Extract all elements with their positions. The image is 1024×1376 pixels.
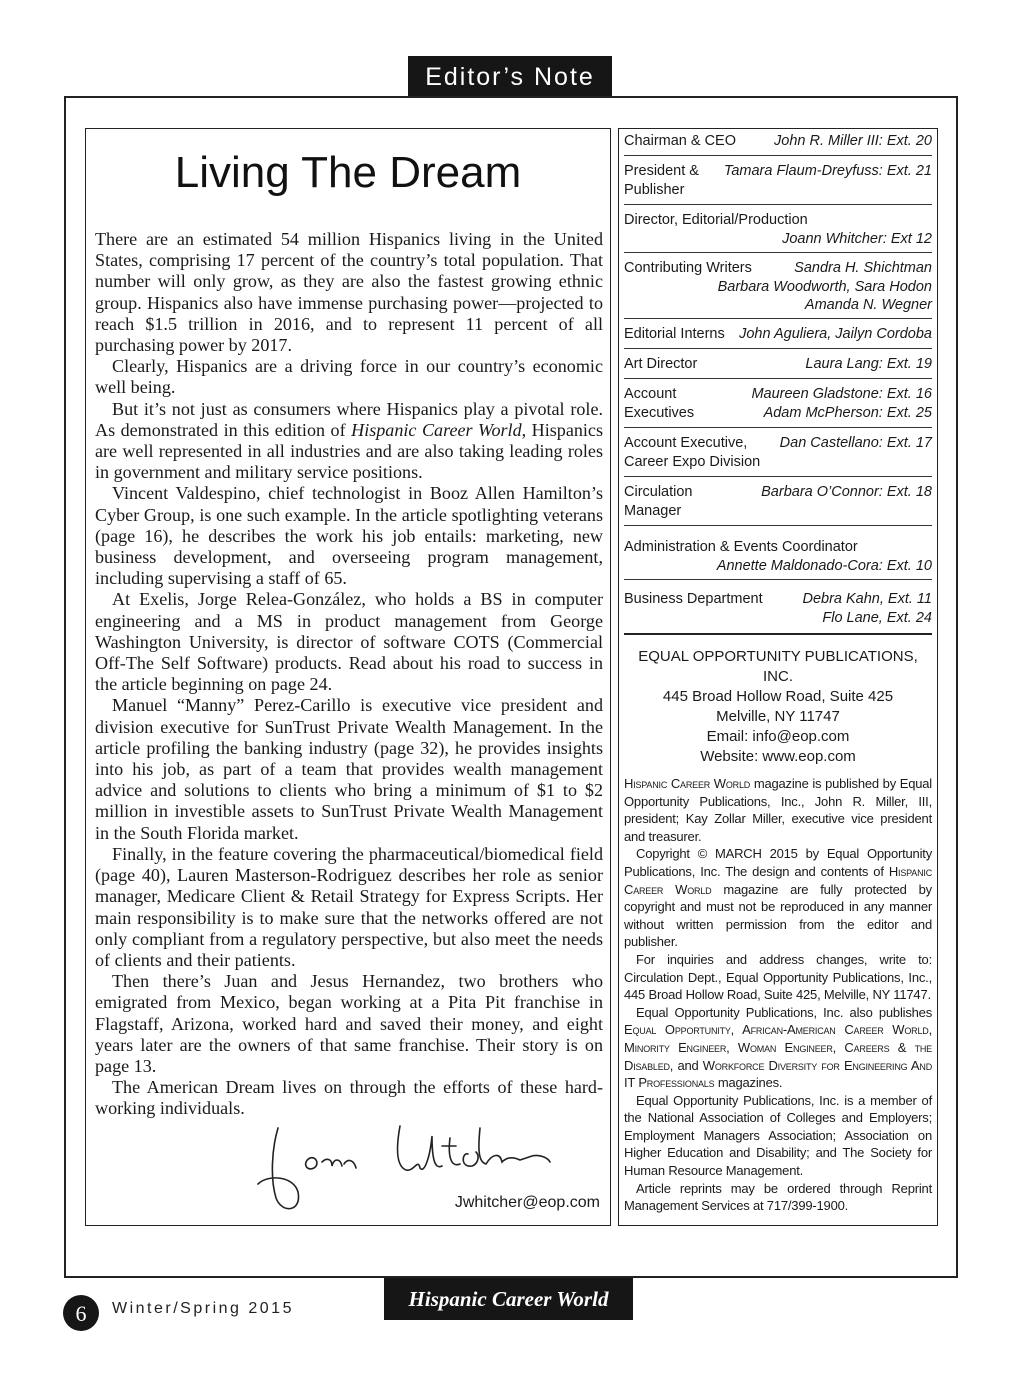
signature-email: Jwhitcher@eop.com	[454, 1194, 600, 1211]
staff-role: Manager	[624, 503, 682, 519]
fine-text: magazine is published by Equal Opportunity Publications, Inc., John R. Miller, III, president; Kay Zollar Miller, executive vice president and treasurer.	[624, 776, 932, 844]
article-paragraph: Clearly, Hispanics are a driving force in our country’s economic well being.	[95, 356, 603, 398]
publication-name: Hispanic Career World	[624, 776, 751, 791]
staff-role: Executives	[624, 405, 695, 421]
article-paragraph: Finally, in the feature covering the pharmaceutical/biomedical field (page 40), Lauren Masterson-Rodriguez describes her role as senior manager, Medicare Client & Retail Strategy for Express Scripts. Her main responsibility is to make sure that the networks offered are not only compliant from a regulatory perspective, but also meet the needs of clients and their patients.	[95, 843, 603, 970]
staff-name: Joann Whitcher: Ext 12	[782, 231, 932, 247]
staff-role: Circulation	[624, 484, 693, 500]
staff-name: Flo Lane, Ext. 24	[822, 610, 932, 626]
fine-paragraph: Article reprints may be ordered through Reprint Management Services at 717/399-1900.	[624, 1180, 932, 1214]
staff-name: Tamara Flaum-Dreyfuss: Ext. 21	[723, 163, 932, 179]
masthead-row	[624, 349, 932, 379]
article-paragraph	[95, 399, 603, 484]
publisher-address: 445 Broad Hollow Road, Suite 425	[662, 688, 894, 705]
staff-name: Barbara Woodworth, Sara Hodon	[717, 279, 932, 295]
staff-role: Account Executive,	[624, 435, 748, 451]
publication-tab: Hispanic Career World	[384, 1278, 633, 1320]
fine-text: magazines.	[714, 1075, 783, 1091]
publication-name: Hispanic Career World	[351, 419, 522, 440]
publisher-website: Website: www.eop.com	[700, 748, 856, 765]
staff-role: Business Department	[624, 591, 763, 607]
staff-role: Director, Editorial/Production	[624, 212, 808, 228]
masthead-row	[624, 130, 932, 156]
staff-role: Career Expo Division	[624, 454, 761, 470]
staff-role: Administration & Events Coordinator	[624, 539, 858, 555]
staff-name: John R. Miller III: Ext. 20	[774, 133, 932, 149]
staff-role: Account	[624, 386, 677, 402]
staff-name: Sandra H. Shichtman	[794, 260, 932, 276]
fine-text: magazine are fully protected by copyright and must not be reproduced in any manner without written permission from the editor and publisher.	[624, 881, 932, 950]
masthead-row	[624, 379, 932, 428]
masthead-row	[624, 428, 932, 477]
publisher-fine-print	[624, 775, 932, 1215]
article-body	[95, 229, 603, 1120]
staff-name: Maureen Gladstone: Ext. 16	[751, 386, 932, 402]
publication-name: Hispanic Career World	[624, 863, 932, 897]
staff-name: John Aguliera, Jailyn Cordoba	[739, 326, 932, 342]
staff-name: Debra Kahn, Ext. 11	[802, 591, 932, 607]
publisher-email: Email: info@eop.com	[706, 728, 850, 745]
article-paragraph: The American Dream lives on through the efforts of these hard-working individuals.	[95, 1077, 603, 1119]
masthead-row	[624, 477, 932, 526]
fine-paragraph	[624, 845, 932, 951]
publisher-address: Melville, NY 11747	[716, 708, 840, 725]
article-paragraph: At Exelis, Jorge Relea-González, who holds a BS in computer engineering and a MS in product management from George Washington University, is director of software COTS (Commercial Off-The Self Software) products. Read about his road to success in the article beginning on page 24.	[95, 589, 603, 695]
staff-role: President &	[624, 163, 699, 179]
fine-paragraph: For inquiries and address changes, write to: Circulation Dept., Equal Opportunity Publications, Inc., 445 Broad Hollow Road, Suite 425, Melville, NY 11747.	[624, 951, 932, 1003]
staff-name: Dan Castellano: Ext. 17	[779, 435, 932, 451]
publisher-name: EQUAL OPPORTUNITY PUBLICATIONS, INC.	[638, 648, 918, 685]
masthead-row	[624, 156, 932, 205]
masthead-row	[624, 253, 932, 319]
staff-name: Amanda N. Wegner	[804, 297, 932, 313]
article-title: Living The Dream	[174, 148, 522, 197]
staff-name: Barbara O’Connor: Ext. 18	[761, 484, 932, 500]
masthead	[624, 130, 932, 1215]
staff-name: Annette Maldonado-Cora: Ext. 10	[716, 558, 932, 574]
issue-date: Winter/Spring 2015	[112, 1300, 294, 1317]
publisher-info	[624, 633, 932, 1215]
fine-text: and	[673, 1057, 703, 1073]
article-text: But it’s not just as consumers where Hispanics play a pivotal role. As demonstrated in this edition of	[95, 398, 603, 440]
publication-name: Workforce Diversity for Engineering And IT Professionals	[624, 1057, 932, 1091]
staff-role: Editorial Interns	[624, 326, 725, 342]
article-paragraph: There are an estimated 54 million Hispanics living in the United States, comprising 17 percent of the country’s total population. That number will only grow, as they are also the fastest growing ethnic group. Hispanics also have immense purchasing power—projected to reach $1.5 trillion in 2016, and to represent 11 percent of all purchasing power by 2017.	[95, 229, 603, 356]
fine-paragraph: Equal Opportunity Publications, Inc. is a member of the National Association of Colleges and Employers; Employment Managers Association; Association on Higher Education and Disability; and The Society for Human Resource Management.	[624, 1092, 932, 1179]
masthead-row	[624, 580, 932, 631]
article-paragraph: Manuel “Manny” Perez-Carillo is executive vice president and division executive for SunTrust Private Wealth Management. In the article profiling the banking industry (page 32), he provides insights into his job, as part of a team that provides wealth management advice and solutions to clients who bring a minimum of $1 to $2 million in investible assets to SunTrust Private Wealth Management in the South Florida market.	[95, 695, 603, 843]
article-text: , Hispanics are well represented in all industries and are also taking leading roles in government and military service positions.	[95, 419, 604, 483]
article-paragraph: Then there’s Juan and Jesus Hernandez, two brothers who emigrated from Mexico, began working at a Pita Pit franchise in Flagstaff, Arizona, worked hard and saved their money, and eight years later are the owners of that same franchise. Their story is on page 13.	[95, 971, 603, 1076]
section-tab: Editor’s Note	[408, 56, 612, 96]
staff-role: Publisher	[624, 182, 685, 198]
fine-paragraph	[624, 1004, 932, 1092]
article-paragraph: Vincent Valdespino, chief technologist in Booz Allen Hamilton’s Cyber Group, is one such example. In the article spotlighting veterans (page 16), he describes the work his job entails: marketing, new business development, and overseeing program management, including supervising a staff of 65.	[95, 483, 603, 589]
masthead-row	[624, 205, 932, 253]
staff-name: Adam McPherson: Ext. 25	[763, 405, 932, 421]
masthead-row	[624, 526, 932, 580]
fine-text: Copyright © MARCH 2015 by Equal Opportunity Publications, Inc. The design and contents of	[624, 846, 932, 879]
staff-role: Chairman & CEO	[624, 133, 737, 149]
staff-role: Art Director	[624, 356, 698, 372]
fine-text: Equal Opportunity Publications, Inc. also publishes	[636, 1004, 932, 1020]
fine-paragraph	[624, 775, 932, 845]
publication-list: Equal Opportunity, African-American Career World, Minority Engineer, Woman Engineer, Careers & the Disabled,	[624, 1022, 932, 1073]
staff-name: Laura Lang: Ext. 19	[805, 356, 932, 372]
page-number: 6	[63, 1295, 99, 1331]
masthead-row	[624, 319, 932, 349]
staff-role: Contributing Writers	[624, 260, 752, 276]
